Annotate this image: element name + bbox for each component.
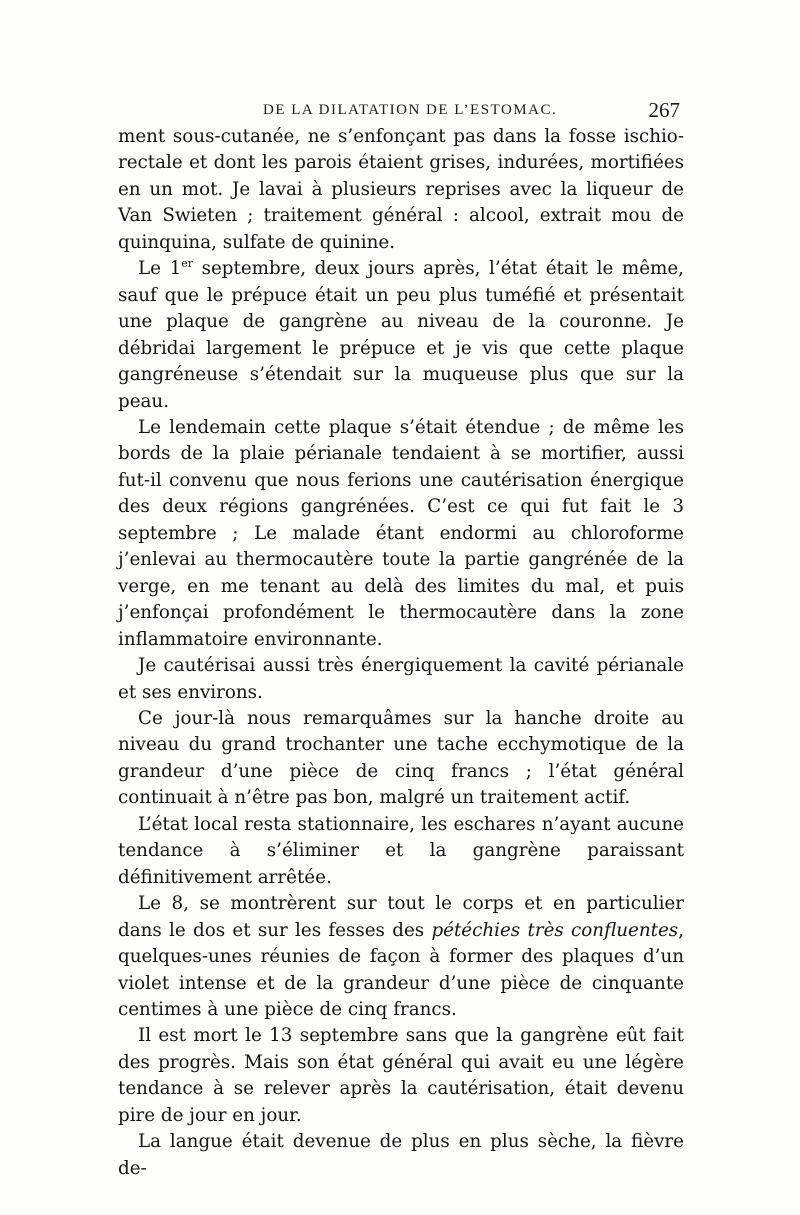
paragraph-3 [118, 415, 684, 653]
paragraph-text: Ce jour-là nous remarquâmes sur la hanche droite au niveau du grand trochanter une tache ecchymotique de la grandeur d’une pièce de cinq francs ; l’état général continuait à n’être pas bon, malgré un traitement actif. [118, 707, 684, 809]
paragraph-4 [118, 653, 684, 706]
paragraph-5 [118, 706, 684, 812]
paragraph-text: Le 1 [138, 258, 182, 280]
paragraph-text: La langue était devenue de plus en plus sèche, la fièvre de- [118, 1131, 684, 1179]
paragraph-9 [118, 1129, 684, 1182]
paragraph-text: L’état local resta stationnaire, les eschares n’ayant aucune tendance à s’éliminer et la gangrène paraissant définitivement arrêtée. [118, 813, 684, 888]
paragraph-1 [118, 124, 684, 256]
paragraph-7 [118, 891, 684, 1023]
superscript: er [181, 257, 193, 271]
paragraph-2 [118, 256, 684, 415]
paragraph-8 [118, 1023, 684, 1129]
page-number: 267 [648, 98, 680, 122]
paragraph-text: , quelques-unes réunies de façon à former des plaques d’un violet intense et de la grandeur d’une pièce de cinquante centimes à une pièce de cinq francs. [118, 919, 684, 1020]
paragraph-text: Il est mort le 13 septembre sans que la gangrène eût fait des progrès. Mais son état général qui avait eu une légère tendance à se relever après la cautérisation, était devenu pire de jour en jour. [118, 1025, 684, 1126]
paragraph-text: Je cautérisai aussi très énergiquement la cavité périanale et ses environs. [118, 655, 684, 703]
running-title: DE LA DILATATION DE L’ESTOMAC. [263, 102, 558, 118]
page-header [118, 96, 684, 126]
paragraph-text: Le lendemain cette plaque s’était étendue ; de même les bords de la plaie périanale tendaient à se mortifier, aussi fut-il convenu que nous ferions une cautérisation énergique des deux régions gangrénées. C’est ce qui fut fait le 3 septembre ; Le malade étant endormi au chloroforme j’enlevai au thermocautère toute la partie gangrénée de la verge, en me tenant au delà des limites du mal, et puis j’enfonçai profondément le thermocautère dans la zone inflammatoire environnante. [118, 416, 684, 650]
body-text [118, 124, 684, 1182]
italic-phrase: pétéchies très confluentes [431, 919, 679, 941]
paragraph-6 [118, 812, 684, 891]
paragraph-text: septembre, deux jours après, l’état était le même, sauf que le prépuce était un peu plus tuméfié et présentait une plaque de gangrène au niveau de la couronne. Je débridai largement le prépuce et je vis que cette plaque gangréneuse s’étendait sur la muqueuse plus que sur la peau. [118, 258, 684, 412]
paragraph-text: Le 8, se montrèrent sur tout le corps et en particulier dans le dos et sur les fesses des [118, 893, 684, 941]
paragraph-text: ment sous-cutanée, ne s’enfonçant pas dans la fosse ischio-rectale et dont les parois étaient grises, indurées, mortifiées en un mot. Je lavai à plusieurs reprises avec la liqueur de Van Swieten ; traitement général : alcool, extrait mou de quinquina, sulfate de quinine. [118, 126, 684, 253]
